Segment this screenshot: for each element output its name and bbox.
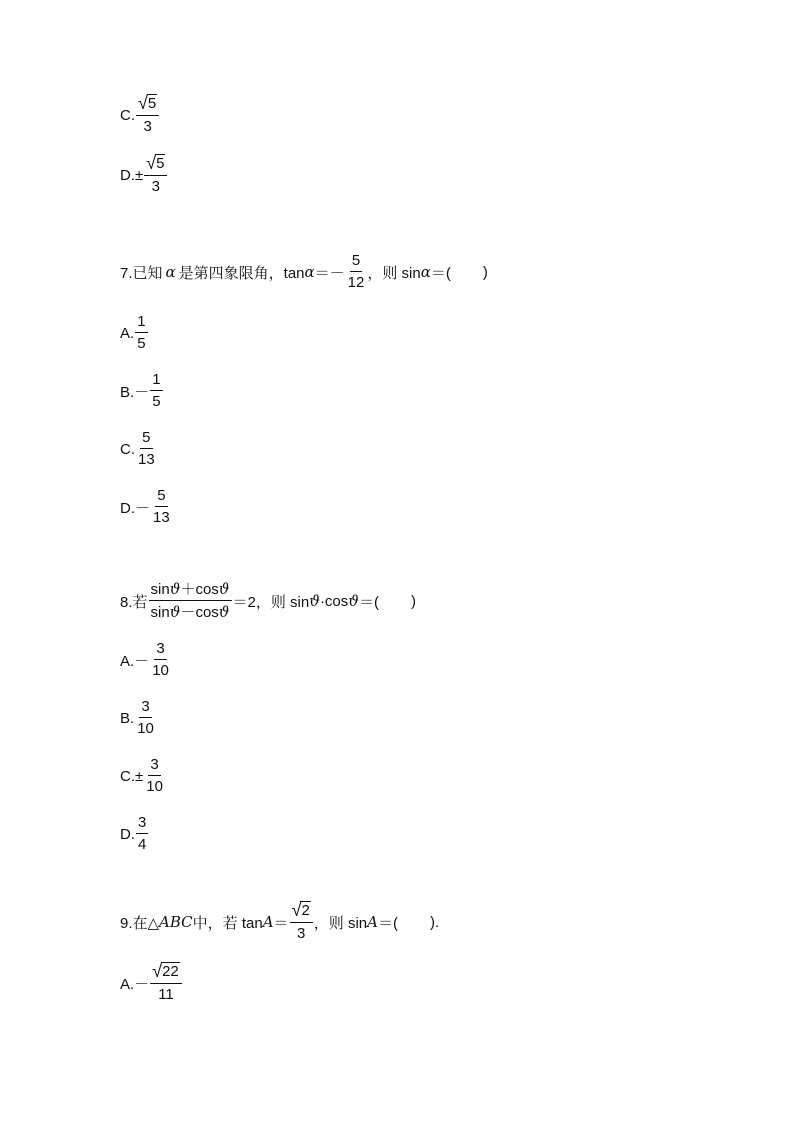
stem-text: ＝ [273, 914, 289, 932]
q9-option-a [120, 962, 183, 1004]
option-label: A. [120, 324, 135, 342]
angle-variable: A [367, 913, 378, 931]
theta-symbol: ϑ [169, 580, 181, 598]
stem-text: ＝－ [314, 264, 345, 282]
stem-text: ) [411, 592, 417, 610]
numerator: 3 [139, 698, 151, 718]
option-label: B.－ [120, 383, 150, 401]
fraction [290, 901, 313, 943]
fraction [149, 580, 232, 622]
denominator: 10 [152, 662, 169, 679]
fraction [150, 371, 162, 411]
stem-text: 9.在△ [120, 914, 160, 932]
denominator: 10 [146, 778, 163, 795]
option-label: C. [120, 106, 135, 124]
denominator: 10 [137, 720, 154, 737]
radicand: 2 [301, 902, 310, 919]
numerator: 5 [350, 252, 362, 272]
theta-symbol: ϑ [348, 592, 360, 610]
square-root: √ 5 [146, 153, 165, 173]
q7-option-a [120, 313, 149, 353]
fraction [135, 313, 147, 353]
q7-option-c [120, 429, 158, 469]
stem-text: ，则 sin [313, 914, 368, 932]
q7-option-b [120, 371, 164, 411]
fraction [136, 94, 159, 136]
q9-stem [120, 901, 439, 943]
option-label: D.－ [120, 499, 151, 517]
q8-stem [120, 580, 416, 622]
q7-stem [120, 252, 488, 292]
theta-symbol: ϑ [309, 592, 320, 610]
denominator: 4 [138, 836, 147, 853]
q8-option-a [120, 640, 172, 680]
denominator: 5 [137, 335, 146, 352]
theta-symbol: ϑ [169, 603, 181, 621]
angle-variable: A [262, 913, 274, 931]
denominator: 13 [153, 509, 170, 526]
stem-text: 中，若 tan [192, 914, 263, 932]
fraction [135, 698, 156, 738]
alpha-symbol: α [165, 263, 176, 281]
numerator: 5 [155, 487, 167, 507]
fraction [346, 252, 367, 292]
option-label: C.± [120, 767, 144, 785]
q8-option-d [120, 814, 149, 854]
option-label: A.－ [120, 652, 150, 670]
numerator: 3 [136, 814, 148, 834]
q7-option-d [120, 487, 173, 527]
theta-symbol: ϑ [218, 580, 230, 598]
stem-text: 7.已知 [120, 264, 163, 282]
numerator: 5 [140, 429, 152, 449]
fraction [150, 640, 171, 680]
option-label: D. [120, 825, 135, 843]
stem-text: ＝( [377, 914, 398, 932]
numerator: 3 [154, 640, 166, 660]
denominator: sinϑ－cosϑ [150, 603, 230, 621]
radicand: 22 [162, 963, 179, 980]
q8-option-b [120, 698, 157, 738]
fraction [136, 814, 148, 854]
denominator: 5 [152, 393, 161, 410]
triangle-vertices: ABC [159, 913, 193, 931]
numerator: 3 [148, 756, 160, 776]
denominator: 13 [138, 451, 155, 468]
stem-text: 8.若 [120, 593, 148, 611]
stem-text: ). [429, 913, 440, 931]
option-label: C. [120, 440, 135, 458]
numerator: 1 [135, 313, 147, 333]
option-label: B. [120, 709, 135, 727]
stem-text: 是第四象限角，tan [178, 264, 305, 282]
fraction [144, 756, 165, 796]
radicand: 5 [147, 95, 157, 112]
fraction [151, 487, 172, 527]
denominator: 11 [158, 986, 174, 1003]
stem-text: ＝( [430, 264, 451, 282]
option-label: A.－ [120, 975, 150, 993]
q6-option-d [120, 154, 168, 196]
square-root: √ 22 [152, 961, 179, 981]
denominator: 3 [143, 118, 152, 135]
stem-text: ) [482, 263, 488, 281]
fraction [150, 962, 182, 1004]
option-label: D.± [120, 166, 144, 184]
denominator: 3 [151, 178, 161, 195]
square-root: √ 5 [138, 93, 157, 113]
denominator: 3 [297, 925, 306, 942]
denominator: 12 [347, 274, 365, 291]
numerator: 1 [150, 371, 162, 391]
stem-text: ＝2，则 sin [232, 593, 310, 611]
stem-text: ，则 sin [367, 264, 421, 282]
alpha-symbol: α [304, 263, 315, 281]
q6-option-c [120, 94, 160, 136]
theta-symbol: ϑ [218, 603, 230, 621]
fraction [144, 154, 167, 196]
radicand: 5 [156, 155, 165, 172]
fraction [136, 429, 157, 469]
numerator: sinϑ＋cosϑ [149, 580, 232, 601]
stem-text: ·cos [319, 592, 349, 610]
stem-text: ＝( [359, 593, 380, 611]
square-root: √ 2 [291, 900, 310, 920]
alpha-symbol: α [420, 263, 431, 281]
q8-option-c [120, 756, 166, 796]
